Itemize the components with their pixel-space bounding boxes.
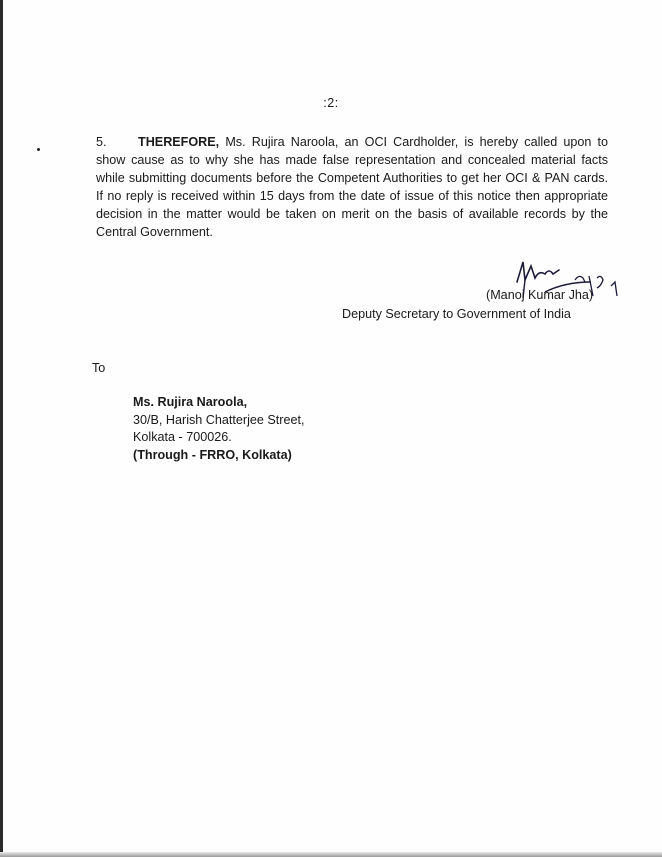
signer-title: Deputy Secretary to Government of India (342, 307, 571, 321)
signer-name: (Manoj Kumar Jha) (486, 288, 594, 302)
scan-bottom-edge (0, 852, 662, 857)
recipient-name: Ms. Rujira Naroola, (133, 395, 248, 409)
address-line-1: 30/B, Harish Chatterjee Street, (133, 412, 305, 427)
paragraph-body: Ms. Rujira Naroola, an OCI Cardholder, is hereby called upon to show cause as to why she has made false representation and concealed material facts while submitting documents before the Competent Authorities to get her OCI & PAN cards. If no reply is received within 15 days from the date of issue of this notice then appropriate decision in the matter would be taken on merit on the basis of available records by the Central Government. (96, 135, 608, 239)
scan-left-edge (0, 0, 3, 857)
page-number: :2: (323, 96, 339, 110)
paragraph-lead: THEREFORE, (138, 135, 220, 149)
scan-speck (37, 148, 40, 151)
paragraph-5 (96, 133, 608, 241)
address-line-2: Kolkata - 700026. (133, 430, 232, 444)
recipient-address (133, 394, 305, 464)
to-label: To (92, 361, 106, 375)
paragraph-number: 5. (96, 135, 107, 149)
through-line: (Through - FRRO, Kolkata) (133, 447, 292, 462)
